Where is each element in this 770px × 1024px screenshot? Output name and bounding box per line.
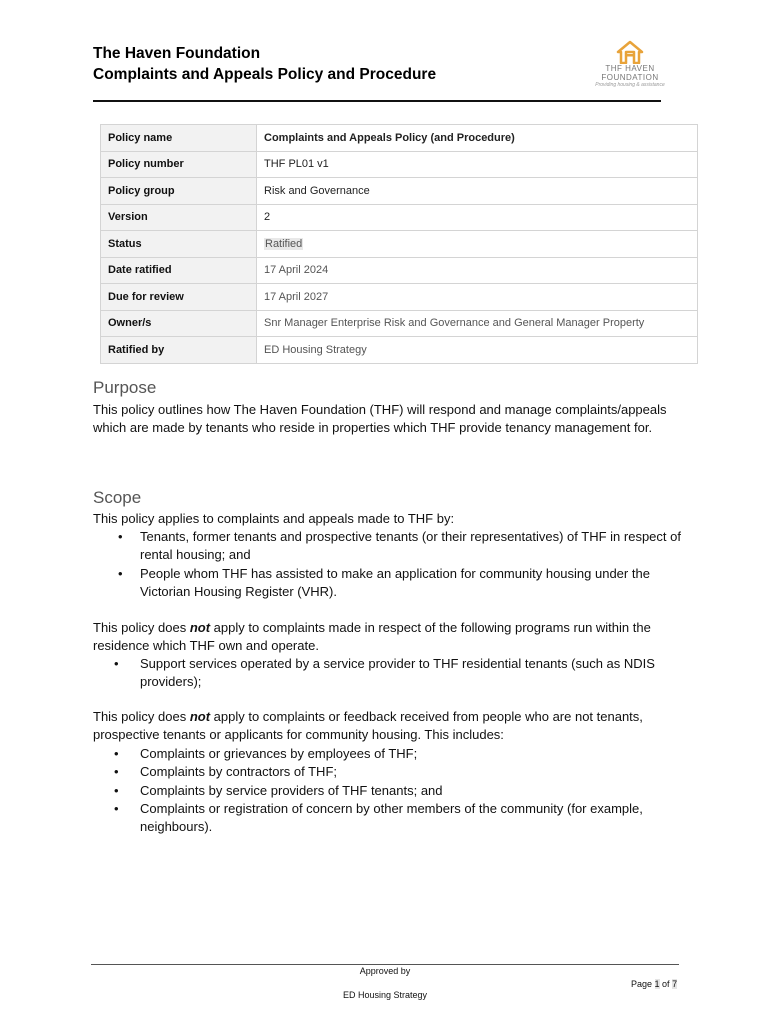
list-item: • Tenants, former tenants and prospective tenants (or their representatives) of THF in respect of rental housing; and — [118, 529, 681, 563]
row-value: Complaints and Appeals Policy (and Procedure) — [257, 125, 698, 152]
table-row — [101, 284, 698, 311]
row-value: Risk and Governance — [257, 178, 698, 205]
row-value — [257, 231, 698, 258]
table-row — [101, 204, 698, 231]
header-divider — [93, 100, 661, 102]
row-key: Status — [101, 231, 257, 258]
exclusion-paragraph-2: This policy does not apply to complaints or feedback received from people who are not tenants, prospective tenants or applicants for community housing. This includes: — [93, 709, 643, 743]
approved-by: ED Housing Strategy — [342, 990, 428, 1000]
table-row — [101, 151, 698, 178]
exclusion-paragraph-1: This policy does not apply to complaints made in respect of the following programs run within the residence which THF own and operate. — [93, 620, 651, 654]
scope-intro: This policy applies to complaints and appeals made to THF by: — [93, 511, 455, 526]
scope-heading: Scope — [93, 488, 142, 507]
list-item: • Complaints by contractors of THF; — [93, 763, 683, 781]
exclusion-list-1 — [93, 655, 683, 692]
bullet-icon: • — [114, 746, 119, 761]
emphasis-not: not — [189, 709, 211, 724]
table-row — [101, 257, 698, 284]
row-key: Date ratified — [101, 257, 257, 284]
list-item: • People whom THF has assisted to make an application for community housing under the Victorian Housing Register (VHR). — [118, 565, 650, 599]
document-title: Complaints and Appeals Policy and Procedure — [93, 66, 437, 83]
bullet-icon: • — [114, 800, 119, 816]
row-value: Snr Manager Enterprise Risk and Governance and General Manager Property — [257, 310, 698, 337]
emphasis-not: not — [189, 620, 211, 635]
logo-name-line1: THF HAVEN — [605, 64, 655, 73]
exclusion-list-2 — [93, 745, 683, 836]
bullet-icon: • — [114, 782, 119, 798]
row-key: Version — [101, 204, 257, 231]
policy-details-table — [100, 124, 698, 364]
list-item: • Complaints or grievances by employees of THF; — [93, 745, 683, 763]
logo-tagline: Providing housing & assistance — [595, 82, 665, 88]
row-key: Policy number — [101, 151, 257, 178]
purpose-text: This policy outlines how The Haven Foundation (THF) will respond and manage complaints/appeals which are made by tenants who reside in properties which THF provide tenancy management for. — [93, 402, 667, 436]
table-row — [101, 178, 698, 205]
house-logo-icon — [615, 40, 645, 64]
row-key: Policy name — [101, 125, 257, 152]
bullet-icon: • — [118, 565, 123, 581]
bullet-icon: • — [114, 656, 119, 671]
table-row — [101, 337, 698, 364]
thf-logo — [580, 40, 680, 96]
page-number: Page 1 of 7 — [631, 979, 678, 989]
row-value: 17 April 2024 — [257, 257, 698, 284]
row-value: 17 April 2027 — [257, 284, 698, 311]
row-key: Owner/s — [101, 310, 257, 337]
row-key: Policy group — [101, 178, 257, 205]
list-item: • Support services operated by a service provider to THF residential tenants (such as NDIS providers); — [114, 656, 655, 690]
table-row — [101, 310, 698, 337]
bullet-icon: • — [118, 529, 123, 544]
status-badge: Ratified — [265, 237, 303, 250]
purpose-heading: Purpose — [93, 378, 157, 397]
list-item: • Complaints by service providers of THF tenants; and — [93, 782, 683, 800]
list-item: • Complaints or registration of concern by other members of the community (for example, neighbours). — [114, 800, 643, 835]
bullet-icon: • — [114, 764, 119, 780]
org-name: The Haven Foundation — [93, 45, 261, 62]
row-key: Ratified by — [101, 337, 257, 364]
row-value: 2 — [257, 204, 698, 231]
approved-label: Approved by — [359, 966, 411, 976]
logo-name-line2: FOUNDATION — [601, 73, 659, 82]
row-key: Due for review — [101, 284, 257, 311]
table-row — [101, 231, 698, 258]
table-row — [101, 125, 698, 152]
footer-divider — [91, 964, 679, 965]
scope-applies-list — [93, 528, 683, 601]
row-value: THF PL01 v1 — [257, 151, 698, 178]
row-value: ED Housing Strategy — [257, 337, 698, 364]
